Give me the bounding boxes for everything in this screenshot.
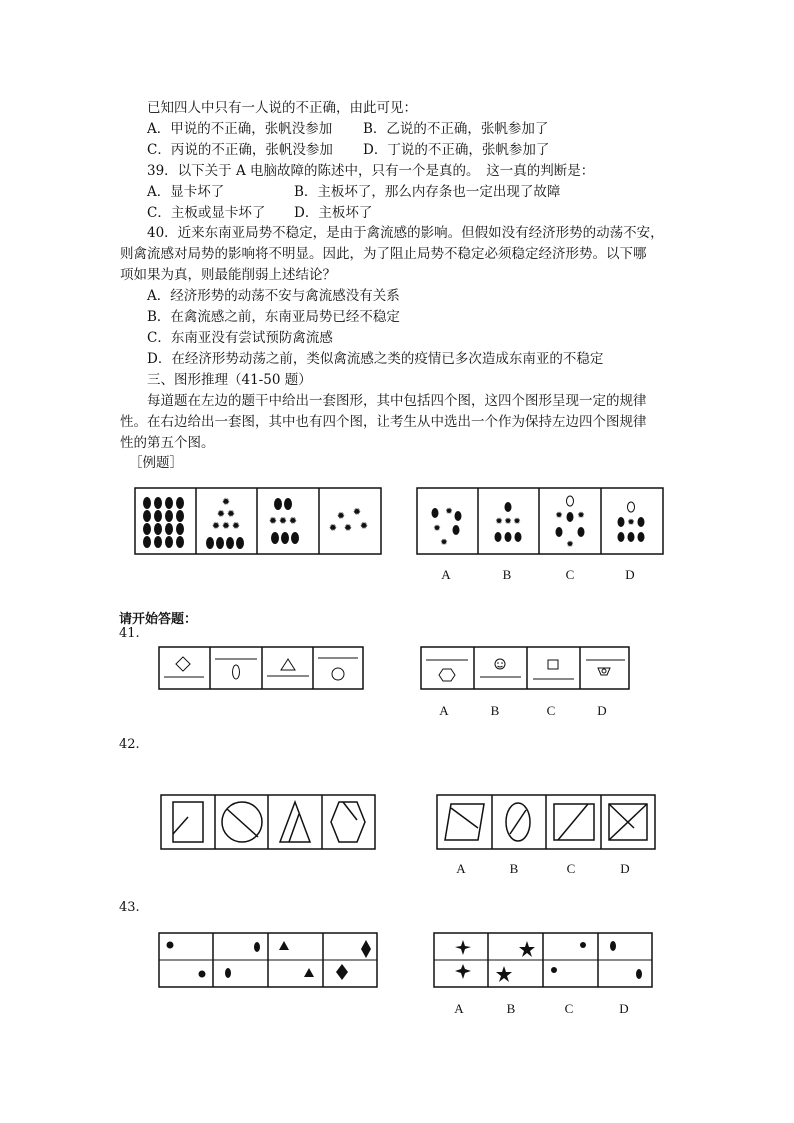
svg-text:✹: ✹ [566,540,574,550]
option-a: A．显卡坏了 [147,184,225,200]
option-label-b: B [509,861,519,876]
svg-text:✹: ✹ [352,507,362,518]
q42-left-figure [160,794,376,850]
svg-text:✹: ✹ [555,511,563,521]
option-label-d: D [597,703,607,718]
question-number-43: 43. [119,900,140,915]
option-label-c: C [546,703,556,718]
option-a: A．甲说的不正确，张帆没参加 [147,121,333,137]
svg-text:✹: ✹ [577,511,585,521]
svg-text:✹: ✹ [343,523,353,534]
svg-text:✹: ✹ [211,521,221,532]
option-d: D．在经济形势动荡之前，类似禽流感之类的疫情已多次造成东南亚的不稳定 [147,351,604,367]
question-39: 39．以下关于 A 电脑故障的陈述中，只有一个是真的。 这一真的判断是： [147,163,595,179]
option-d: D．主板坏了 [294,205,373,221]
option-label-c: C [566,861,576,876]
q43-options-figure [433,932,653,988]
svg-text:✹: ✹ [216,509,226,520]
option-c: C．主板或显卡坏了 [147,205,266,221]
svg-text:✹: ✹ [328,523,338,534]
option-c: C．东南亚没有尝试预防禽流感 [147,330,333,346]
start-answering-heading: 请开始答题： [119,612,198,627]
svg-text:✹: ✹ [445,507,453,517]
text-line: 性的第五个图。 [120,435,215,451]
svg-text:✹: ✹ [440,538,448,548]
example-options-figure [416,487,664,555]
q41-left-figure [158,646,364,690]
svg-text:✹: ✹ [221,521,231,532]
option-label-a: A [439,703,449,718]
text-line: 则禽流感对局势的影响将不明显。因此，为了阻止局势不稳定必须稳定经济形势。以下哪 [120,246,647,262]
question-number-41: 41. [119,626,140,641]
q42-options-figure [436,794,656,850]
option-a: A．经济形势的动荡不安与禽流感没有关系 [147,288,400,304]
option-label-a: A [441,567,451,582]
option-label-d: D [619,1001,629,1016]
question-number-42: 42. [119,737,140,752]
example-left-figure [134,487,382,555]
option-label-d: D [620,861,630,876]
option-label-a: A [456,861,466,876]
text-line: 性。在右边给出一套图，其中也有四个图，让考生从中选出一个作为保持左边四个图规律 [120,414,647,430]
svg-text:✹: ✹ [627,518,635,528]
option-b: B．乙说的不正确，张帆参加了 [363,121,549,137]
question-40: 40．近来东南亚局势不稳定，是由于禽流感的影响。但假如没有经济形势的动荡不安， [147,225,664,241]
option-label-b: B [502,567,512,582]
svg-text:✹: ✹ [513,517,521,527]
option-label-b: B [490,703,500,718]
svg-text:✹: ✹ [221,497,231,508]
svg-text:✹: ✹ [359,521,369,532]
option-b: B．主板坏了，那么内存条也一定出现了故障 [294,184,561,200]
svg-text:✹: ✹ [268,516,278,527]
svg-text:✹: ✹ [226,509,236,520]
svg-text:✹: ✹ [433,524,441,534]
text-line: 已知四人中只有一人说的不正确，由此可见： [147,100,417,116]
option-label-c: C [564,1001,574,1016]
text-line: 每道题在左边的题干中给出一套图形，其中包括四个图，这四个图形呈现一定的规律 [147,393,647,409]
option-label-d: D [625,567,635,582]
option-label-a: A [454,1001,464,1016]
q41-options-figure [420,646,630,690]
svg-text:✹: ✹ [504,517,512,527]
svg-text:✹: ✹ [336,511,346,522]
svg-text:✹: ✹ [278,516,288,527]
option-label-b: B [506,1001,516,1016]
q43-left-figure [158,932,378,988]
section-heading: 三、图形推理（41-50 题） [147,372,312,388]
svg-text:✹: ✹ [288,516,298,527]
option-c: C．丙说的不正确，张帆没参加 [147,142,333,158]
option-label-c: C [565,567,575,582]
text-line: 项如果为真，则最能削弱上述结论？ [120,267,336,283]
example-label: ［例题］ [129,455,183,471]
option-b: B．在禽流感之前，东南亚局势已经不稳定 [147,309,400,325]
svg-text:✹: ✹ [495,517,503,527]
option-d: D．丁说的不正确，张帆参加了 [363,142,550,158]
svg-text:✹: ✹ [231,521,241,532]
